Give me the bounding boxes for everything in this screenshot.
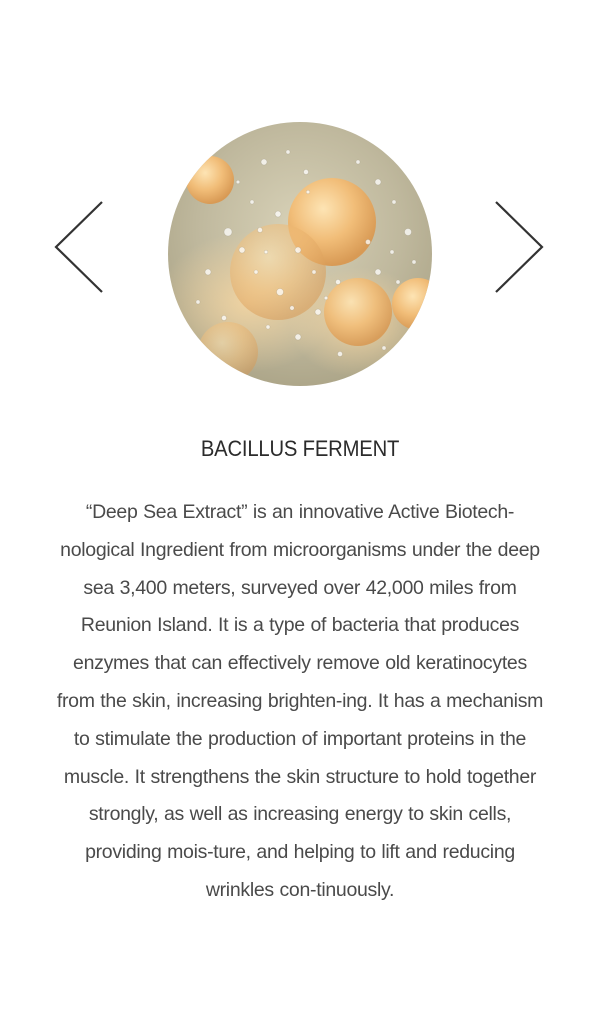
carousel-next-button[interactable]	[490, 192, 550, 302]
chevron-right-icon	[490, 192, 550, 302]
chevron-left-icon	[48, 192, 108, 302]
ingredient-image	[168, 122, 432, 386]
ingredient-title: BACILLUS FERMENT	[200, 436, 400, 461]
carousel-prev-button[interactable]	[48, 192, 108, 302]
bacteria-microscope-image	[168, 122, 432, 386]
ingredient-description: “Deep Sea Extract” is an innovative Active Biotech-nological Ingredient from microorganisms under the deep sea 3,400 meters, surveyed over 42,000 miles from Reunion Island. It is a type of bacteria that produces enzymes that can effectively remove old keratinocytes from the skin, increasing brighten-ing. It has a mechanism to stimulate the production of important proteins in the muscle. It strengthens the skin structure to hold together strongly, as well as increasing energy to skin cells, providing mois-ture, and helping to lift and reducing wrinkles con-tinuously.	[56, 501, 544, 901]
ingredient-carousel	[0, 0, 600, 400]
